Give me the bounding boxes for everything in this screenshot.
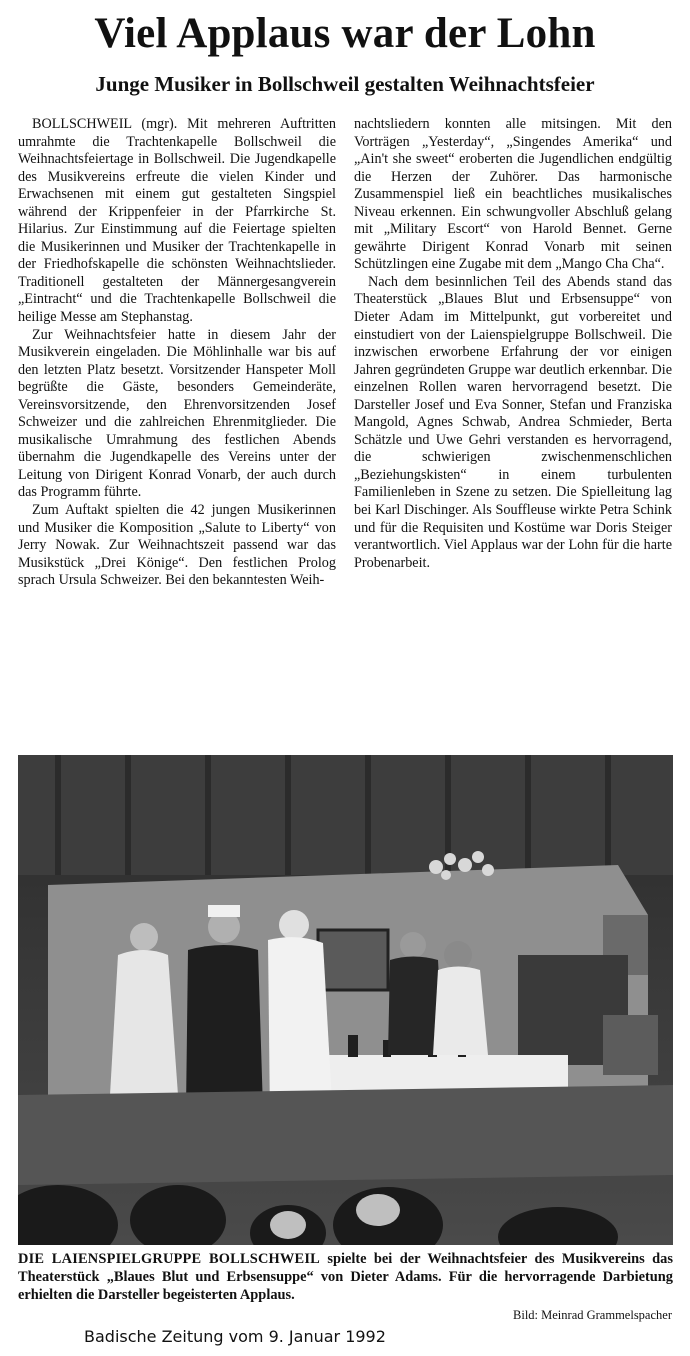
article-paragraph: nachtsliedern konnten alle mitsingen. Mit den Vorträgen „Yesterday“, „Singendes Amerika“ und „Ain't she sweet“ eroberten die Jugendlichen endgültig die Herzen der Zuhörer. Das harmonische Zusammenspiel ließ ein beachtliches musikalisches Niveau erkennen. Ein schwungvoller Abschluß gelang mit „Military Escort“ von Harold Bennet. Gerne gewährte Dirigent Konrad Vonarb mit seinen Schützlingen eine Zugabe mit dem „Mango Cha Cha“. xyxy=(354,116,672,273)
article-paragraph: Nach dem besinnlichen Teil des Abends stand das Theaterstück „Blaues Blut und Erbsensuppe“ von Dieter Adam im Mittelpunkt, gut vorbereitet und einstudiert von der Laienspielgruppe Bollschweil. Die inzwischen erworbene Erfahrung der vor einigen Jahren gegründeten Gruppe war deutlich erkennbar. Die einzelnen Rollen waren hervorragend besetzt. Die Darsteller Josef und Eva Sonner, Stefan und Franziska Mangold, Agnes Schwab, Andrea Schmieder, Berta Schätzle und Uwe Gehri verstanden es hervorragend, die schwierigen zwischenmenschlichen „Beziehungskisten“ in einem turbulenten Familienleben in Szene zu setzen. Die Spielleitung lag bei Karl Dischinger. Als Souffleuse wirkte Petra Schink und für die Requisiten und Kostüme war Doris Steiger verantwortlich. Viel Applaus war der Lohn für die harte Probenarbeit. xyxy=(354,273,672,571)
article-column-right xyxy=(354,116,672,572)
article-paragraph: BOLLSCHWEIL (mgr). Mit mehreren Auftritten umrahmte die Trachtenkapelle Bollschweil die Weihnachtsfeiertage in Bollschweil. Die Jugendkapelle des Musikvereins erfreute die vielen Kinder und Erwachsenen mit einem gut gestalteten Singspiel während der Krippenfeier in der Pfarrkirche St. Hilarius. Zur Einstimmung auf die Feiertage spielten die Musikerinnen und Musiker der Trachtenkapelle in der Friedhofskapelle die schönsten Weihnachtslieder. Traditionell gestalteten der Männergesangverein „Eintracht“ und die Trachtenkapelle Bollschweil die heilige Messe am Stephanstag. xyxy=(18,116,336,326)
stage-photo xyxy=(18,755,673,1245)
photo-credit: Bild: Meinrad Grammelspacher xyxy=(513,1308,672,1322)
page-subtitle: Junge Musiker in Bollschweil gestalten Weihnachtsfeier xyxy=(95,72,595,96)
source-note: Badische Zeitung vom 9. Januar 1992 xyxy=(84,1327,386,1346)
caption-text: spielte bei der Weihnachtsfeier des Musikvereins das Theaterstück „Blaues Blut und Erbsensuppe“ von Dieter Adams. Für die hervorragende Darbietung erhielten die Darsteller begeisterten Applaus. xyxy=(18,1251,673,1303)
page-title: Viel Applaus war der Lohn xyxy=(94,10,596,57)
caption-lead: DIE LAIENSPIELGRUPPE BOLLSCHWEIL xyxy=(18,1251,320,1267)
article-paragraph: Zur Weihnachtsfeier hatte in diesem Jahr der Musikverein eingeladen. Die Möhlinhalle war bis auf den letzten Platz besetzt. Vorsitzender Hanspeter Moll begrüßte die Gäste, besonders Gemeinderäte, Vereinsvorsitzende, den Ehrenvorsitzenden Josef Schweizer und die zahlreichen Ehrenmitglieder. Die musikalische Umrahmung des festlichen Abends übernahm die Jugendkapelle des Vereins unter der Leitung von Dirigent Konrad Vonarb, der auch durch das Programm führte. xyxy=(18,326,336,501)
article-column-left xyxy=(18,116,336,590)
stage-photo-illustration xyxy=(18,755,673,1245)
photo-caption xyxy=(18,1250,673,1304)
article-paragraph: Zum Auftakt spielten die 42 jungen Musikerinnen und Musiker die Komposition „Salute to Liberty“ von Jerry Nowak. Zur Weihnachtszeit passend war das Musikstück „Drei Könige“. Den festlichen Prolog sprach Ursula Schweizer. Bei den bekanntesten Weih- xyxy=(18,502,336,589)
